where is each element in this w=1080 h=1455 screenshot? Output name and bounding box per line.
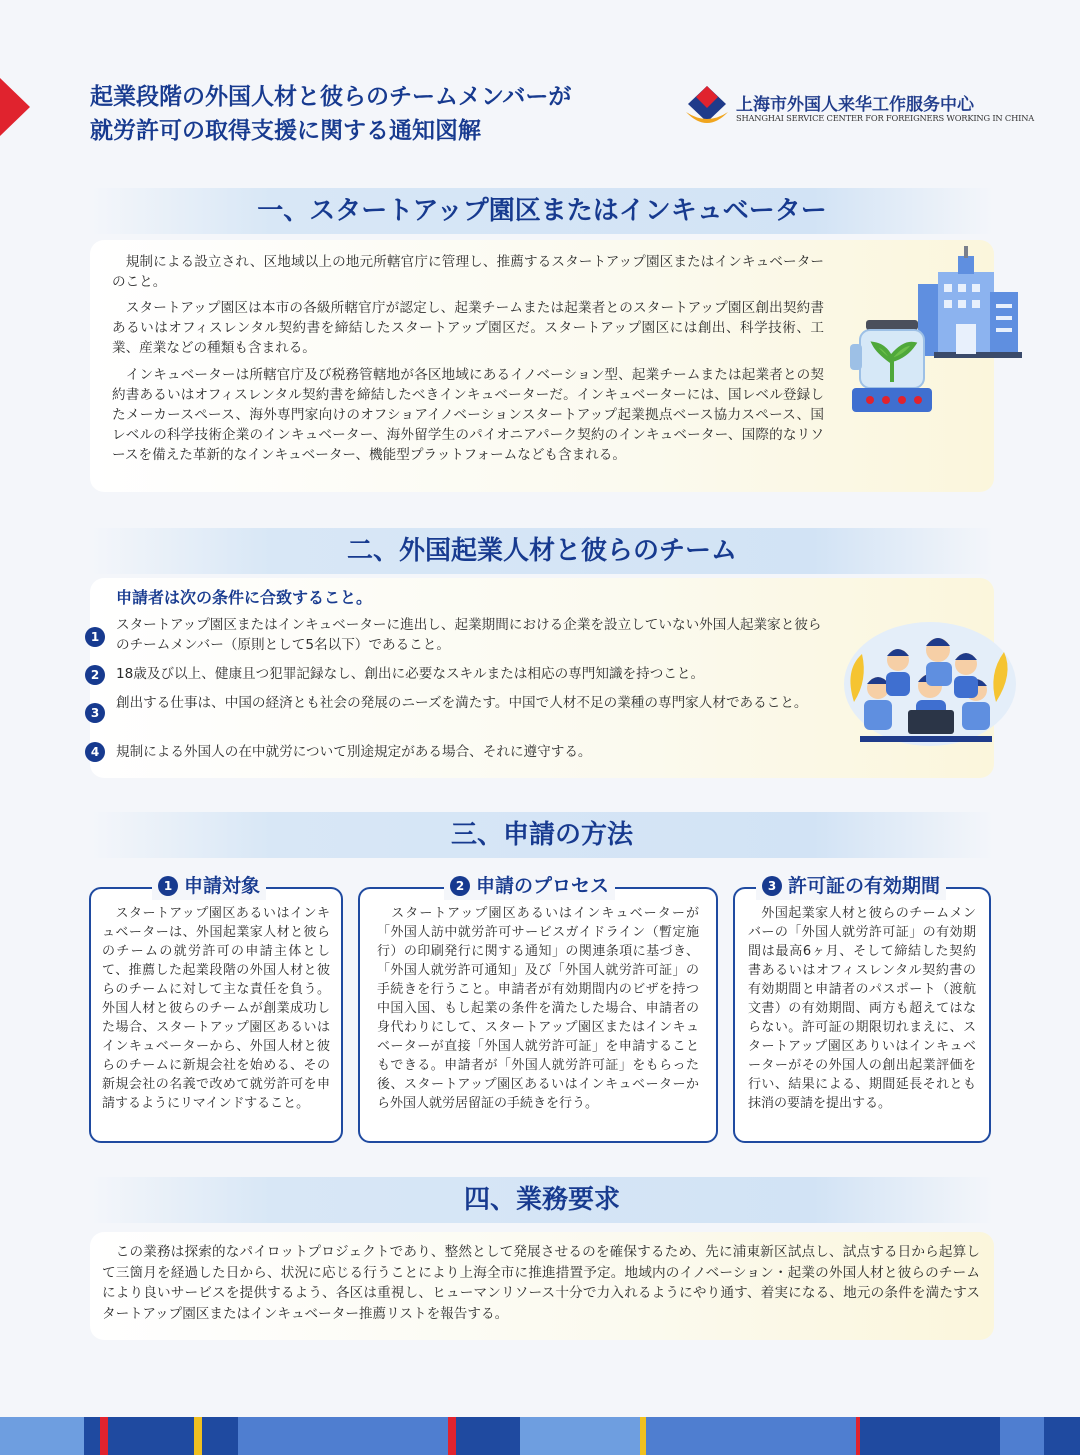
req-3-num: 3 <box>85 703 105 723</box>
box-2-num: 2 <box>450 876 470 896</box>
team-illustration <box>838 610 1018 746</box>
triangle-marker-icon <box>0 78 30 136</box>
box-2-title-text: 申請のプロセス <box>476 875 610 897</box>
document-title <box>90 80 650 148</box>
box-2-text: スタートアップ園区あるいはインキュベーターが「外国人訪中就労許可サービスガイドライン（暫定施行）の印刷発行に関する通知」の関連条項に基づき、「外国人就労許可通知」及び「外国人就労許可証」の手続きを行うこと。申請者が有効期間内のビザを持つ中国入国、もし起業の条件を満たした場合、申請者の身代わりにして、スタートアップ園区またはインキュベーターが直接「外国人就労許可証」を申請することもできる。申請者が「外国人就労許可証」をもらった後、スタートアップ園区あるいはインキュベーターから外国人就労居留証の手続きを行う。 <box>377 906 699 1111</box>
req-4-num: 4 <box>85 742 105 762</box>
box-3-title-text: 許可証の有効期間 <box>788 875 941 897</box>
req-4-text: 規制による外国人の在中就労について別途規定がある場合、それに遵守する。 <box>116 744 592 760</box>
section4-text: この業務は探索的なパイロットプロジェクトであり、整然として発展させるのを確保するため、先に浦東新区試点し、試点する日から起算して三箇月を経過した日から、状況に応じる行うことにより上海全市に推進措置予定。地域内のイノベーション・起業の外国人材と彼らのチームにより良いサービスを提供するよう、各区は重視し、ヒューマンリソース十分で力入れるようにやり通す、着実になる、地元の条件を満たすスタートアップ園区またはインキュベーター推薦リストを報告する。 <box>102 1244 980 1322</box>
section1-para-2: スタートアップ園区は本市の各級所轄官庁が認定し、起業チームまたは起業者とのスタートアップ園区創出契約書あるいはオフィスレンタル契約書を締結したスタートアップ園区だ。スタートアップ園区には創出、科学技術、工業、産業などの種類も含まれる。 <box>112 300 824 356</box>
section1-heading: 一、スタートアップ園区またはインキュベーター <box>90 188 994 234</box>
logo-diamond-icon <box>684 82 730 132</box>
title-line-2: 就労許可の取得支援に関する通知図解 <box>90 118 481 144</box>
box-3-num: 3 <box>762 876 782 896</box>
section2-heading: 二、外国起業人材と彼らのチーム <box>90 528 994 574</box>
section1-para-3: インキュベーターは所轄官庁及び税務管轄地が各区地域にあるイノベーション型、起業チームまたは起業者との契約書あるいはオフィスレンタル契約書を締結したべきインキュベーターだ。インキュベーターには、国レベル登録したメーカースペース、海外専門家向けのオフショアイノベーションスタートアップ起業拠点ベース協力スペース、国レベルの科学技術企業のインキュベーター、海外留学生のパイオニアパーク契約のインキュベーター、国際的なリソースを備えた革新的なインキュベーター、機能型プラットフォームなども含まれる。 <box>112 367 824 463</box>
section4-heading: 四、業務要求 <box>90 1177 994 1223</box>
bottom-decorative-strip <box>0 1417 1080 1455</box>
box-1-num: 1 <box>158 876 178 896</box>
box-3-text: 外国起業家人材と彼らのチームメンバーの「外国人就労許可証」の有効期間は最高6ヶ月、そして締結した契約書あるいはオフィスレンタル契約書の有効期間と申請者のパスポート（渡航文書）の有効期間、両方も超えてはならない。許可証の期限切れまえに、スタートアップ園区ありいはインキュベーターがその外国人の創出起業評価を行い、結果による、期間延長それとも抹消の要請を提出する。 <box>748 906 976 1111</box>
req-2-text: 18歳及び以上、健康且つ犯罪記録なし、創出に必要なスキルまたは相応の専門知識を持つこと。 <box>116 666 705 682</box>
box-1-text: スタートアップ園区あるいはインキュベーターは、外国起業家人材と彼らのチームの就労許可の申請主体として、推薦した起業段階の外国人材と彼らのチームに対して主な責任を負う。外国人材と彼らのチームが創業成功した場合、スタートアップ園区あるいはインキュベーターから、外国人材と彼らのチームに新規会社を始める、その新規会社の名義で改めて就労許可を申請するようにリマインドすること。 <box>102 906 330 1111</box>
section3-heading: 三、申請の方法 <box>90 812 994 858</box>
box-3-title <box>756 872 946 900</box>
section2-subheading: 申請者は次の条件に合致すること。 <box>116 588 373 607</box>
section1-para-1: 規制による設立され、区地域以上の地元所轄官庁に管理し、推薦するスタートアップ園区またはインキュベーターのこと。 <box>112 254 824 290</box>
title-line-1: 起業段階の外国人材と彼らのチームメンバーが <box>90 84 572 110</box>
org-logo <box>684 82 1035 132</box>
req-1-num: 1 <box>85 627 105 647</box>
req-1-text: スタートアップ園区またはインキュベーターに進出し、起業期間における企業を設立していない外国人起業家と彼らのチームメンバー（原則として5名以下）であること。 <box>116 617 822 653</box>
building-illustration <box>838 244 1024 416</box>
box-1-title <box>152 872 266 900</box>
logo-chinese-name: 上海市外国人来华工作服务中心 <box>736 95 974 115</box>
req-2-num: 2 <box>85 665 105 685</box>
req-3-text: 創出する仕事は、中国の経済とも社会の発展のニーズを満たす。中国で人材不足の業種の専門家人材であること。 <box>116 695 808 711</box>
logo-english-name: SHANGHAI SERVICE CENTER FOR FOREIGNERS WORKING IN CHINA <box>736 113 1035 123</box>
box-2-title <box>444 872 615 900</box>
box-1-title-text: 申請対象 <box>184 875 261 897</box>
